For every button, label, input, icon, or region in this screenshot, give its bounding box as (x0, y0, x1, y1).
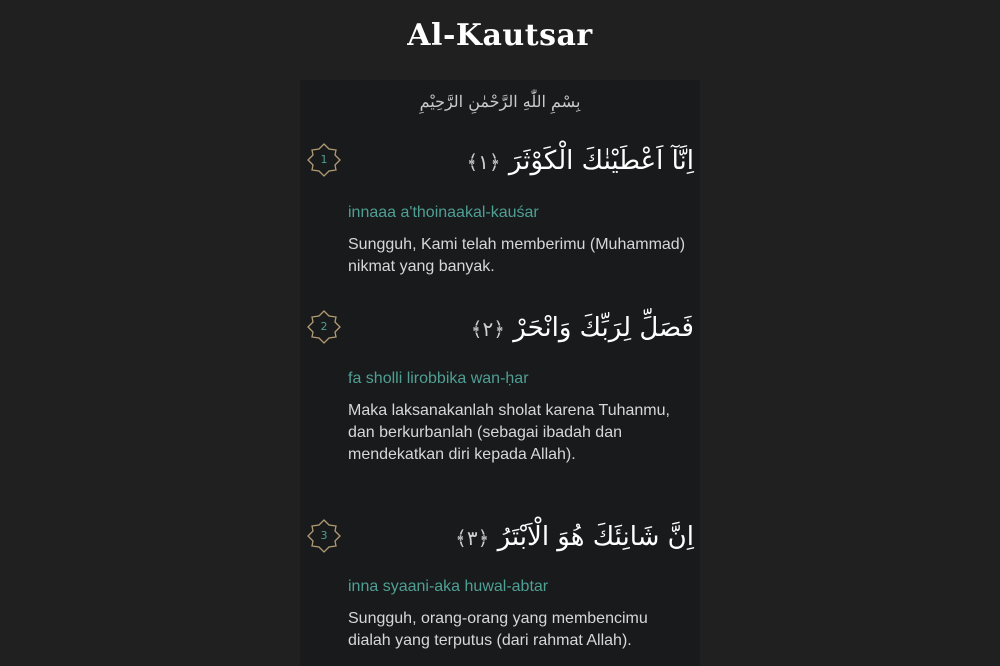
arabic-text (471, 313, 694, 343)
surah-title: Al-Kautsar (407, 18, 593, 53)
ayah-end-marker: ﴿١﴾ (466, 150, 501, 174)
verse-number-badge (306, 518, 342, 554)
verse-number: 2 (320, 320, 328, 333)
verse-number-badge (306, 309, 342, 345)
transliteration: fa sholli lirobbika wan-ḥar (348, 370, 529, 387)
basmalah: بِسْمِ اللّٰهِ الرَّحْمٰنِ الرَّحِيْمِ (419, 92, 581, 111)
verse-number: 1 (320, 153, 328, 166)
arabic-verse: فَصَلِّ لِرَبِّكَ وَانْحَرْ (513, 313, 694, 343)
translation: Sungguh, Kami telah memberimu (Muhammad) nikmat yang banyak. (348, 236, 686, 275)
ayah-end-marker: ﴿٢﴾ (470, 317, 505, 341)
verse-panel (300, 80, 700, 666)
verse-number-badge (306, 142, 342, 178)
arabic-verse: اِنَّآ اَعْطَيْنٰكَ الْكَوْثَرَ (508, 146, 694, 176)
translation: Maka laksanakanlah sholat karena Tuhanmu, dan berkurbanlah (sebagai ibadah dan mendekatkan diri kepada Allah). (348, 402, 670, 463)
transliteration: innaaa a'thoinaakal-kauśar (348, 204, 539, 221)
ayah-end-marker: ﴿٣﴾ (455, 526, 490, 550)
transliteration: inna syaani-aka huwal-abtar (348, 578, 549, 595)
verse-number: 3 (320, 529, 328, 542)
arabic-text (466, 146, 694, 176)
translation: Sungguh, orang-orang yang membencimu dialah yang terputus (dari rahmat Allah). (348, 610, 648, 649)
arabic-verse: اِنَّ شَانِئَكَ هُوَ الْاَبْتَرُ (497, 522, 694, 552)
arabic-text (455, 522, 694, 552)
